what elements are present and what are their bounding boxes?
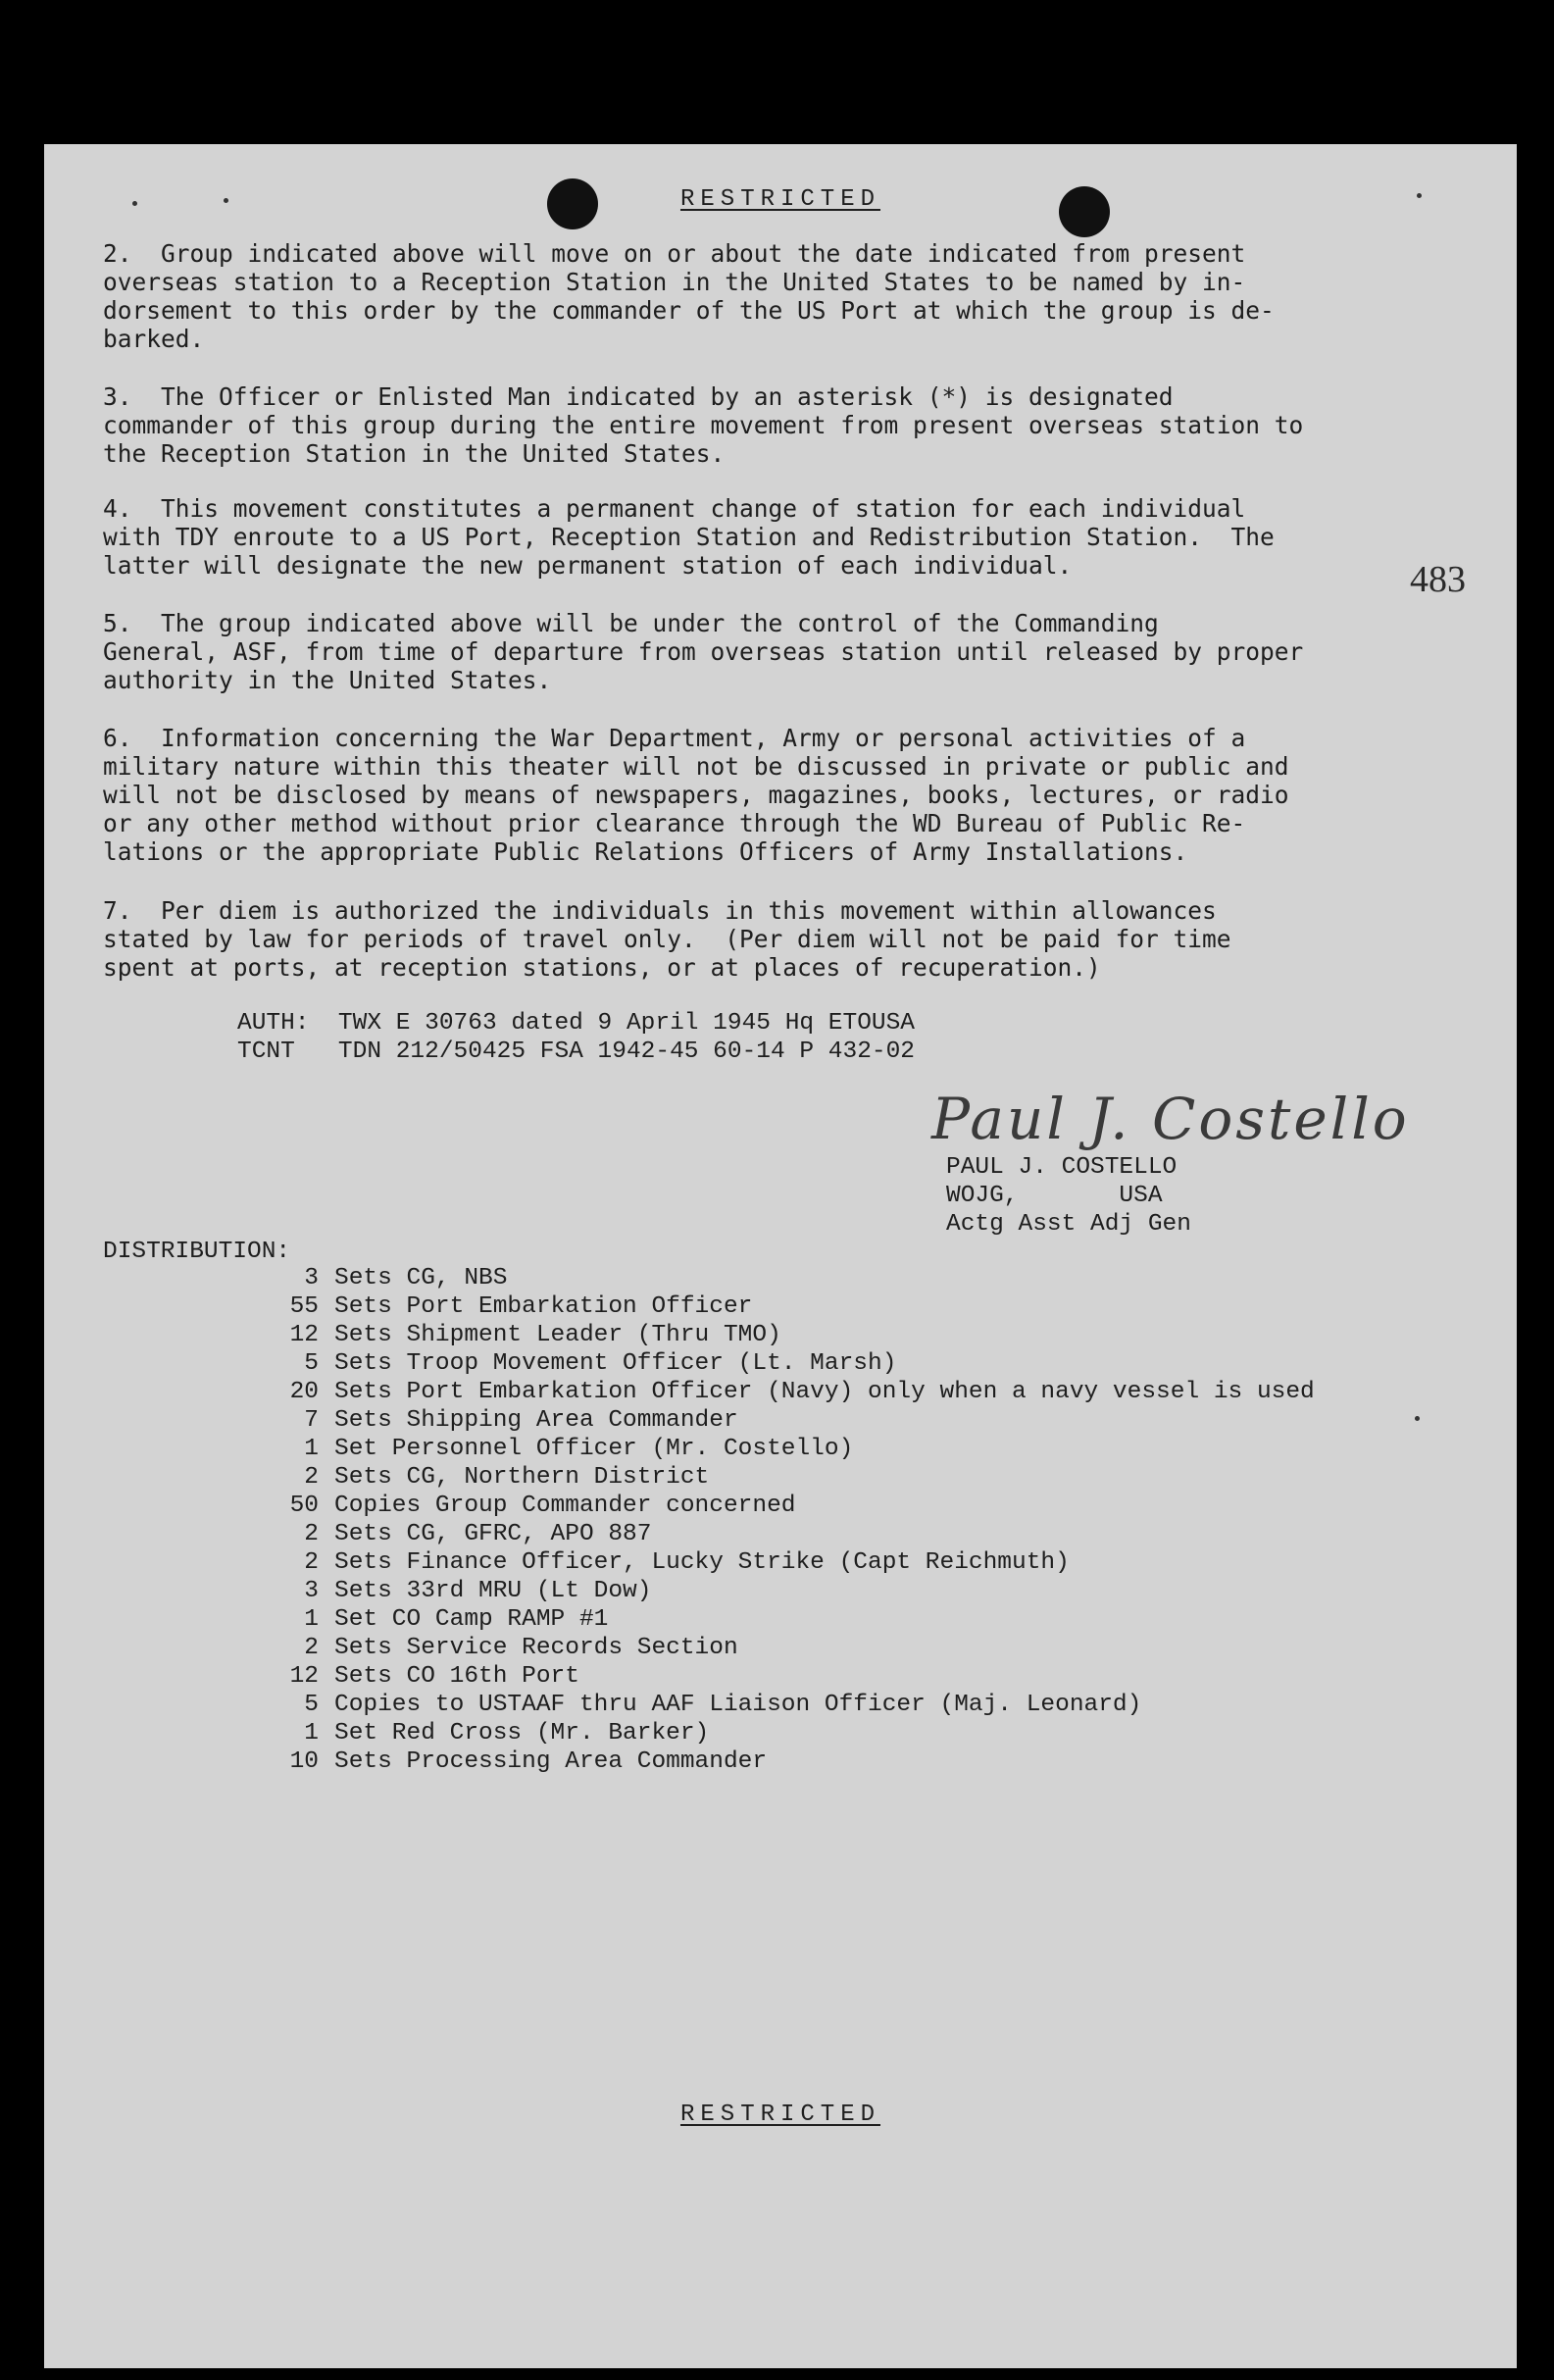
distribution-text: Sets CG, NBS: [334, 1265, 508, 1291]
header-classification: RESTRICTED: [679, 186, 881, 213]
paragraph-3: 3. The Officer or Enlisted Man indicated by an asterisk (*) is designated commander of this group during the entire movement from present overseas station to the Reception Station in the United States.: [103, 382, 1304, 468]
distribution-text: Sets Troop Movement Officer (Lt. Marsh): [334, 1350, 897, 1377]
distribution-qty: 12: [289, 1322, 319, 1348]
distribution-text: Sets Port Embarkation Officer (Navy) only when a navy vessel is used: [334, 1379, 1315, 1405]
distribution-item: [275, 1349, 1315, 1378]
distribution-qty: 55: [289, 1293, 319, 1320]
distribution-qty: 12: [289, 1663, 319, 1690]
handwritten-signature: Paul J. Costello: [931, 1086, 1410, 1152]
auth-line: AUTH: TWX E 30763 dated 9 April 1945 Hq ETOUSA: [237, 1010, 916, 1037]
paragraph-7: 7. Per diem is authorized the individuals in this movement within allowances stated by law for periods of travel only. (Per diem will not be paid for time spent at ports, at reception stations, or at places of recuperation.): [103, 896, 1231, 982]
distribution-text: Sets CG, Northern District: [334, 1464, 710, 1491]
distribution-qty: 2: [304, 1635, 319, 1661]
distribution-text: Sets Finance Officer, Lucky Strike (Capt Reichmuth): [334, 1549, 1070, 1576]
distribution-item: [275, 1378, 1315, 1406]
distribution-item: [275, 1321, 1315, 1349]
distribution-text: Sets Service Records Section: [334, 1635, 738, 1661]
distribution-item: [275, 1463, 1315, 1492]
distribution-text: Set Personnel Officer (Mr. Costello): [334, 1436, 854, 1462]
tcnt-line: TCNT TDN 212/50425 FSA 1942-45 60-14 P 432-02: [237, 1038, 916, 1065]
paragraph-5: 5. The group indicated above will be under the control of the Commanding General, ASF, from time of departure from overseas station until released by proper authority in the United States.: [103, 609, 1304, 694]
distribution-item: [275, 1634, 1315, 1662]
signatory-name: PAUL J. COSTELLO: [946, 1154, 1178, 1181]
distribution-text: Set Red Cross (Mr. Barker): [334, 1720, 710, 1747]
signatory-title: Actg Asst Adj Gen: [946, 1211, 1191, 1238]
distribution-text: Copies to USTAAF thru AAF Liaison Officer (Maj. Leonard): [334, 1692, 1142, 1718]
distribution-item: [275, 1435, 1315, 1463]
distribution-qty: 2: [304, 1521, 319, 1547]
distribution-text: Sets CG, GFRC, APO 887: [334, 1521, 652, 1547]
distribution-qty: 20: [289, 1379, 319, 1405]
paragraph-6: 6. Information concerning the War Department, Army or personal activities of a military nature within this theater will not be discussed in private or public and will not be disclosed by means of newspapers, magazines, books, lectures, or radio or any other method without prior clearance through the WD Bureau of Public Re- lations or the appropriate Public Relations Officers of Army Installations.: [103, 724, 1289, 866]
distribution-qty: 1: [304, 1720, 319, 1747]
distribution-text: Sets CO 16th Port: [334, 1663, 579, 1690]
distribution-qty: 50: [289, 1493, 319, 1519]
distribution-qty: 10: [289, 1748, 319, 1775]
distribution-qty: 5: [304, 1692, 319, 1718]
distribution-text: Sets Shipping Area Commander: [334, 1407, 738, 1434]
distribution-item: [275, 1691, 1315, 1719]
distribution-text: Sets Port Embarkation Officer: [334, 1293, 753, 1320]
distribution-list: [275, 1264, 1315, 1776]
distribution-item: [275, 1264, 1315, 1292]
paragraph-4: 4. This movement constitutes a permanent change of station for each individual with TDY enroute to a US Port, Reception Station and Redistribution Station. The latter will designate the new permanent station of each individual.: [103, 494, 1275, 580]
page-number: 483: [1410, 559, 1466, 600]
distribution-qty: 7: [304, 1407, 319, 1434]
distribution-item: [275, 1577, 1315, 1605]
distribution-item: [275, 1520, 1315, 1548]
distribution-qty: 5: [304, 1350, 319, 1377]
footer-classification: RESTRICTED: [679, 2101, 881, 2128]
signatory-rank: WOJG, USA: [946, 1183, 1163, 1209]
distribution-qty: 3: [304, 1578, 319, 1604]
distribution-qty: 2: [304, 1549, 319, 1576]
distribution-item: [275, 1548, 1315, 1577]
distribution-text: Sets 33rd MRU (Lt Dow): [334, 1578, 652, 1604]
distribution-text: Sets Processing Area Commander: [334, 1748, 768, 1775]
distribution-item: [275, 1492, 1315, 1520]
speck: [1415, 1416, 1420, 1421]
distribution-qty: 3: [304, 1265, 319, 1291]
distribution-item: [275, 1719, 1315, 1747]
distribution-text: Copies Group Commander concerned: [334, 1493, 796, 1519]
paragraph-2: 2. Group indicated above will move on or about the date indicated from present overseas station to a Reception Station in the United States to be named by in- dorsement to this order by the commander of the US Port at which the group is de- barked.: [103, 239, 1275, 353]
distribution-item: [275, 1605, 1315, 1634]
distribution-qty: 2: [304, 1464, 319, 1491]
distribution-qty: 1: [304, 1606, 319, 1633]
distribution-item: [275, 1292, 1315, 1321]
distribution-text: Set CO Camp RAMP #1: [334, 1606, 609, 1633]
distribution-item: [275, 1406, 1315, 1435]
distribution-qty: 1: [304, 1436, 319, 1462]
distribution-label: DISTRIBUTION:: [103, 1239, 291, 1265]
distribution-item: [275, 1662, 1315, 1691]
document-page: [44, 144, 1517, 2368]
distribution-item: [275, 1747, 1315, 1776]
distribution-text: Sets Shipment Leader (Thru TMO): [334, 1322, 781, 1348]
